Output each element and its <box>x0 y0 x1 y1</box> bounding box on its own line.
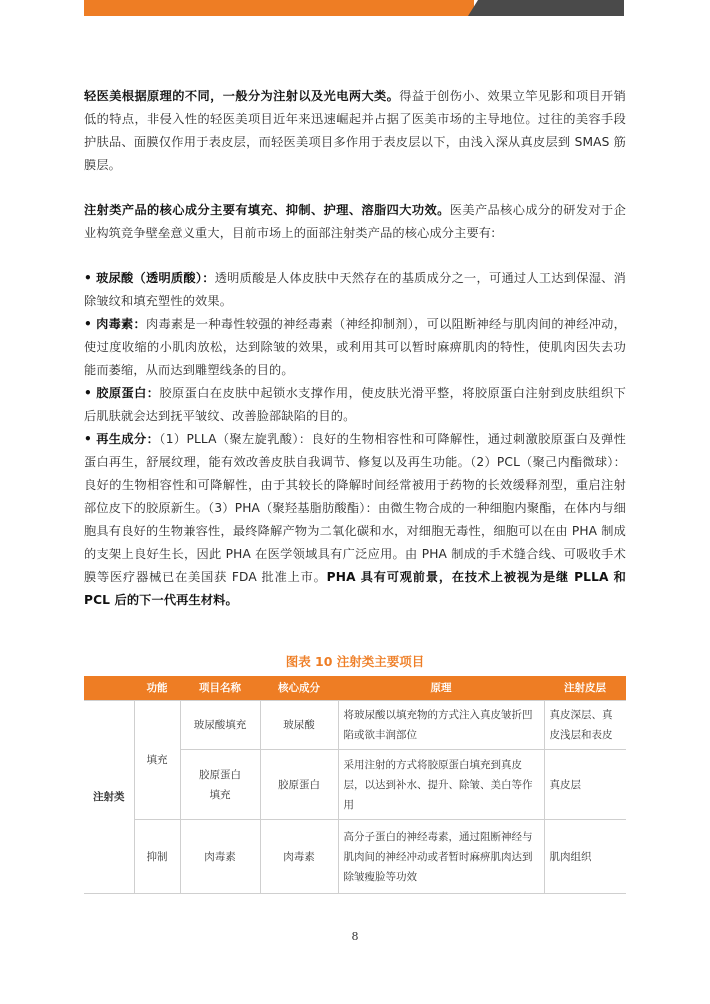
principle-cell: 高分子蛋白的神经毒素，通过阻断神经与肌肉间的神经冲动或者暂时麻痹肌肉达到除皱瘦脸等功效 <box>338 820 544 894</box>
table-header-row <box>84 676 626 701</box>
paragraph-1-lead: 轻医美根据原理的不同，一般分为注射以及光电两大类。 <box>84 89 400 103</box>
paragraph-1-text: 得益于创伤小、效果立竿见影和项目开销低的特点，非侵入性的轻医美项目近年来迅速崛起并占据了医美市场的主导地位。过往的美容手段护肤品、面膜仅作用于表皮层，而轻医美项目多作用于表皮层以下，由浅入深从真皮层到 SMAS 筋膜层。 <box>84 89 627 172</box>
function-cell: 填充 <box>134 701 180 820</box>
bullet-collagen <box>84 382 626 428</box>
bullet-title: 玻尿酸（透明质酸）： <box>96 271 215 285</box>
project-name-cell: 肉毒素 <box>180 820 260 894</box>
header-ingredient: 核心成分 <box>260 676 338 701</box>
bullet-marker: • <box>84 386 92 400</box>
header-layer: 注射皮层 <box>544 676 626 701</box>
ingredient-cell: 玻尿酸 <box>260 701 338 750</box>
category-cell: 注射类 <box>84 701 134 894</box>
bullet-marker: • <box>84 432 92 446</box>
header-category <box>84 676 134 701</box>
layer-cell: 真皮深层、真皮浅层和表皮 <box>544 701 626 750</box>
paragraph-2-text: 医美产品核心成分的研发对于企业构筑竞争壁垒意义重大，目前市场上的面部注射类产品的核心成分主要有: <box>84 203 626 240</box>
ingredient-cell: 胶原蛋白 <box>260 750 338 820</box>
body-text <box>84 85 626 612</box>
bullet-text: 透明质酸是人体皮肤中天然存在的基质成分之一，可通过人工达到保湿、消除皱纹和填充塑性的效果。 <box>84 271 626 308</box>
ingredient-cell: 肉毒素 <box>260 820 338 894</box>
principle-cell: 将玻尿酸以填充物的方式注入真皮皱折凹陷或欲丰润部位 <box>338 701 544 750</box>
project-name-cell: 玻尿酸填充 <box>180 701 260 750</box>
bullet-tail-bold: PHA 具有可观前景，在技术上被视为是继 PLLA 和 PCL 后的下一代再生材料。 <box>84 570 626 607</box>
paragraph-2 <box>84 199 626 245</box>
layer-cell: 肌肉组织 <box>544 820 626 894</box>
header-function: 功能 <box>134 676 180 701</box>
bullet-botox <box>84 313 626 382</box>
bullet-marker: • <box>84 271 92 285</box>
table-caption: 图表 10 注射类主要项目 <box>285 654 425 669</box>
project-name-cell: 胶原蛋白填充 <box>180 750 260 820</box>
bullet-text: 胶原蛋白在皮肤中起锁水支撑作用，使皮肤光滑平整，将胶原蛋白注射到皮肤组织下后肌肤就会达到抚平皱纹、改善脸部缺陷的目的。 <box>84 386 627 423</box>
header-dark-stripe <box>468 0 624 16</box>
page-number: 8 <box>351 930 359 943</box>
principle-cell: 采用注射的方式将胶原蛋白填充到真皮层，以达到补水、提升、除皱、美白等作用 <box>338 750 544 820</box>
table-row <box>84 701 626 750</box>
bullet-text: （1）PLLA（聚左旋乳酸）：良好的生物相容性和可降解性，通过刺激胶原蛋白及弹性蛋白再生，舒展纹理，能有效改善皮肤自我调节、修复以及再生功能。（2）PCL（聚己内酯微球）：良好的生物相容性和可降解性，由于其较长的降解时间经常被用于药物的长效缓释剂型，重启注射部位皮下的胶原新生。（3）PHA（聚羟基脂肪酸酯）：由微生物合成的一种细胞内聚酯，在体内与细胞具有良好的生物兼容性，最终降解产物为二氧化碳和水，对细胞无毒性，细胞可以在由 PHA 制成的支架上良好生长，因此 PHA 在医学领域具有广泛应用。由 PHA 制成的手术缝合线、可吸收手术膜等医疗器械已在美国获 FDA 批准上市。 <box>84 432 626 584</box>
bullet-text: 肉毒素是一种毒性较强的神经毒素（神经抑制剂），可以阻断神经与肌肉间的神经冲动，使过度收缩的小肌肉放松，达到除皱的效果，或利用其可以暂时麻痹肌肉的特性，使肌肉因失去功能而萎缩，从而达到雕塑线条的目的。 <box>84 317 626 377</box>
bullet-title: 再生成分： <box>96 432 160 446</box>
header-bar <box>84 0 624 16</box>
paragraph-2-lead: 注射类产品的核心成分主要有填充、抑制、护理、溶脂四大功效。 <box>84 203 450 217</box>
layer-cell: 真皮层 <box>544 750 626 820</box>
bullet-marker: • <box>84 317 92 331</box>
header-orange-stripe <box>84 0 474 16</box>
bullet-hyaluronic <box>84 267 626 313</box>
paragraph-1 <box>84 85 626 177</box>
table-row <box>84 820 626 894</box>
bullet-title: 肉毒素： <box>96 317 146 331</box>
header-principle: 原理 <box>338 676 544 701</box>
header-project-name: 项目名称 <box>180 676 260 701</box>
function-cell: 抑制 <box>134 820 180 894</box>
bullet-regenerative <box>84 428 626 612</box>
bullet-title: 胶原蛋白： <box>96 386 160 400</box>
injection-projects-table <box>84 676 626 894</box>
